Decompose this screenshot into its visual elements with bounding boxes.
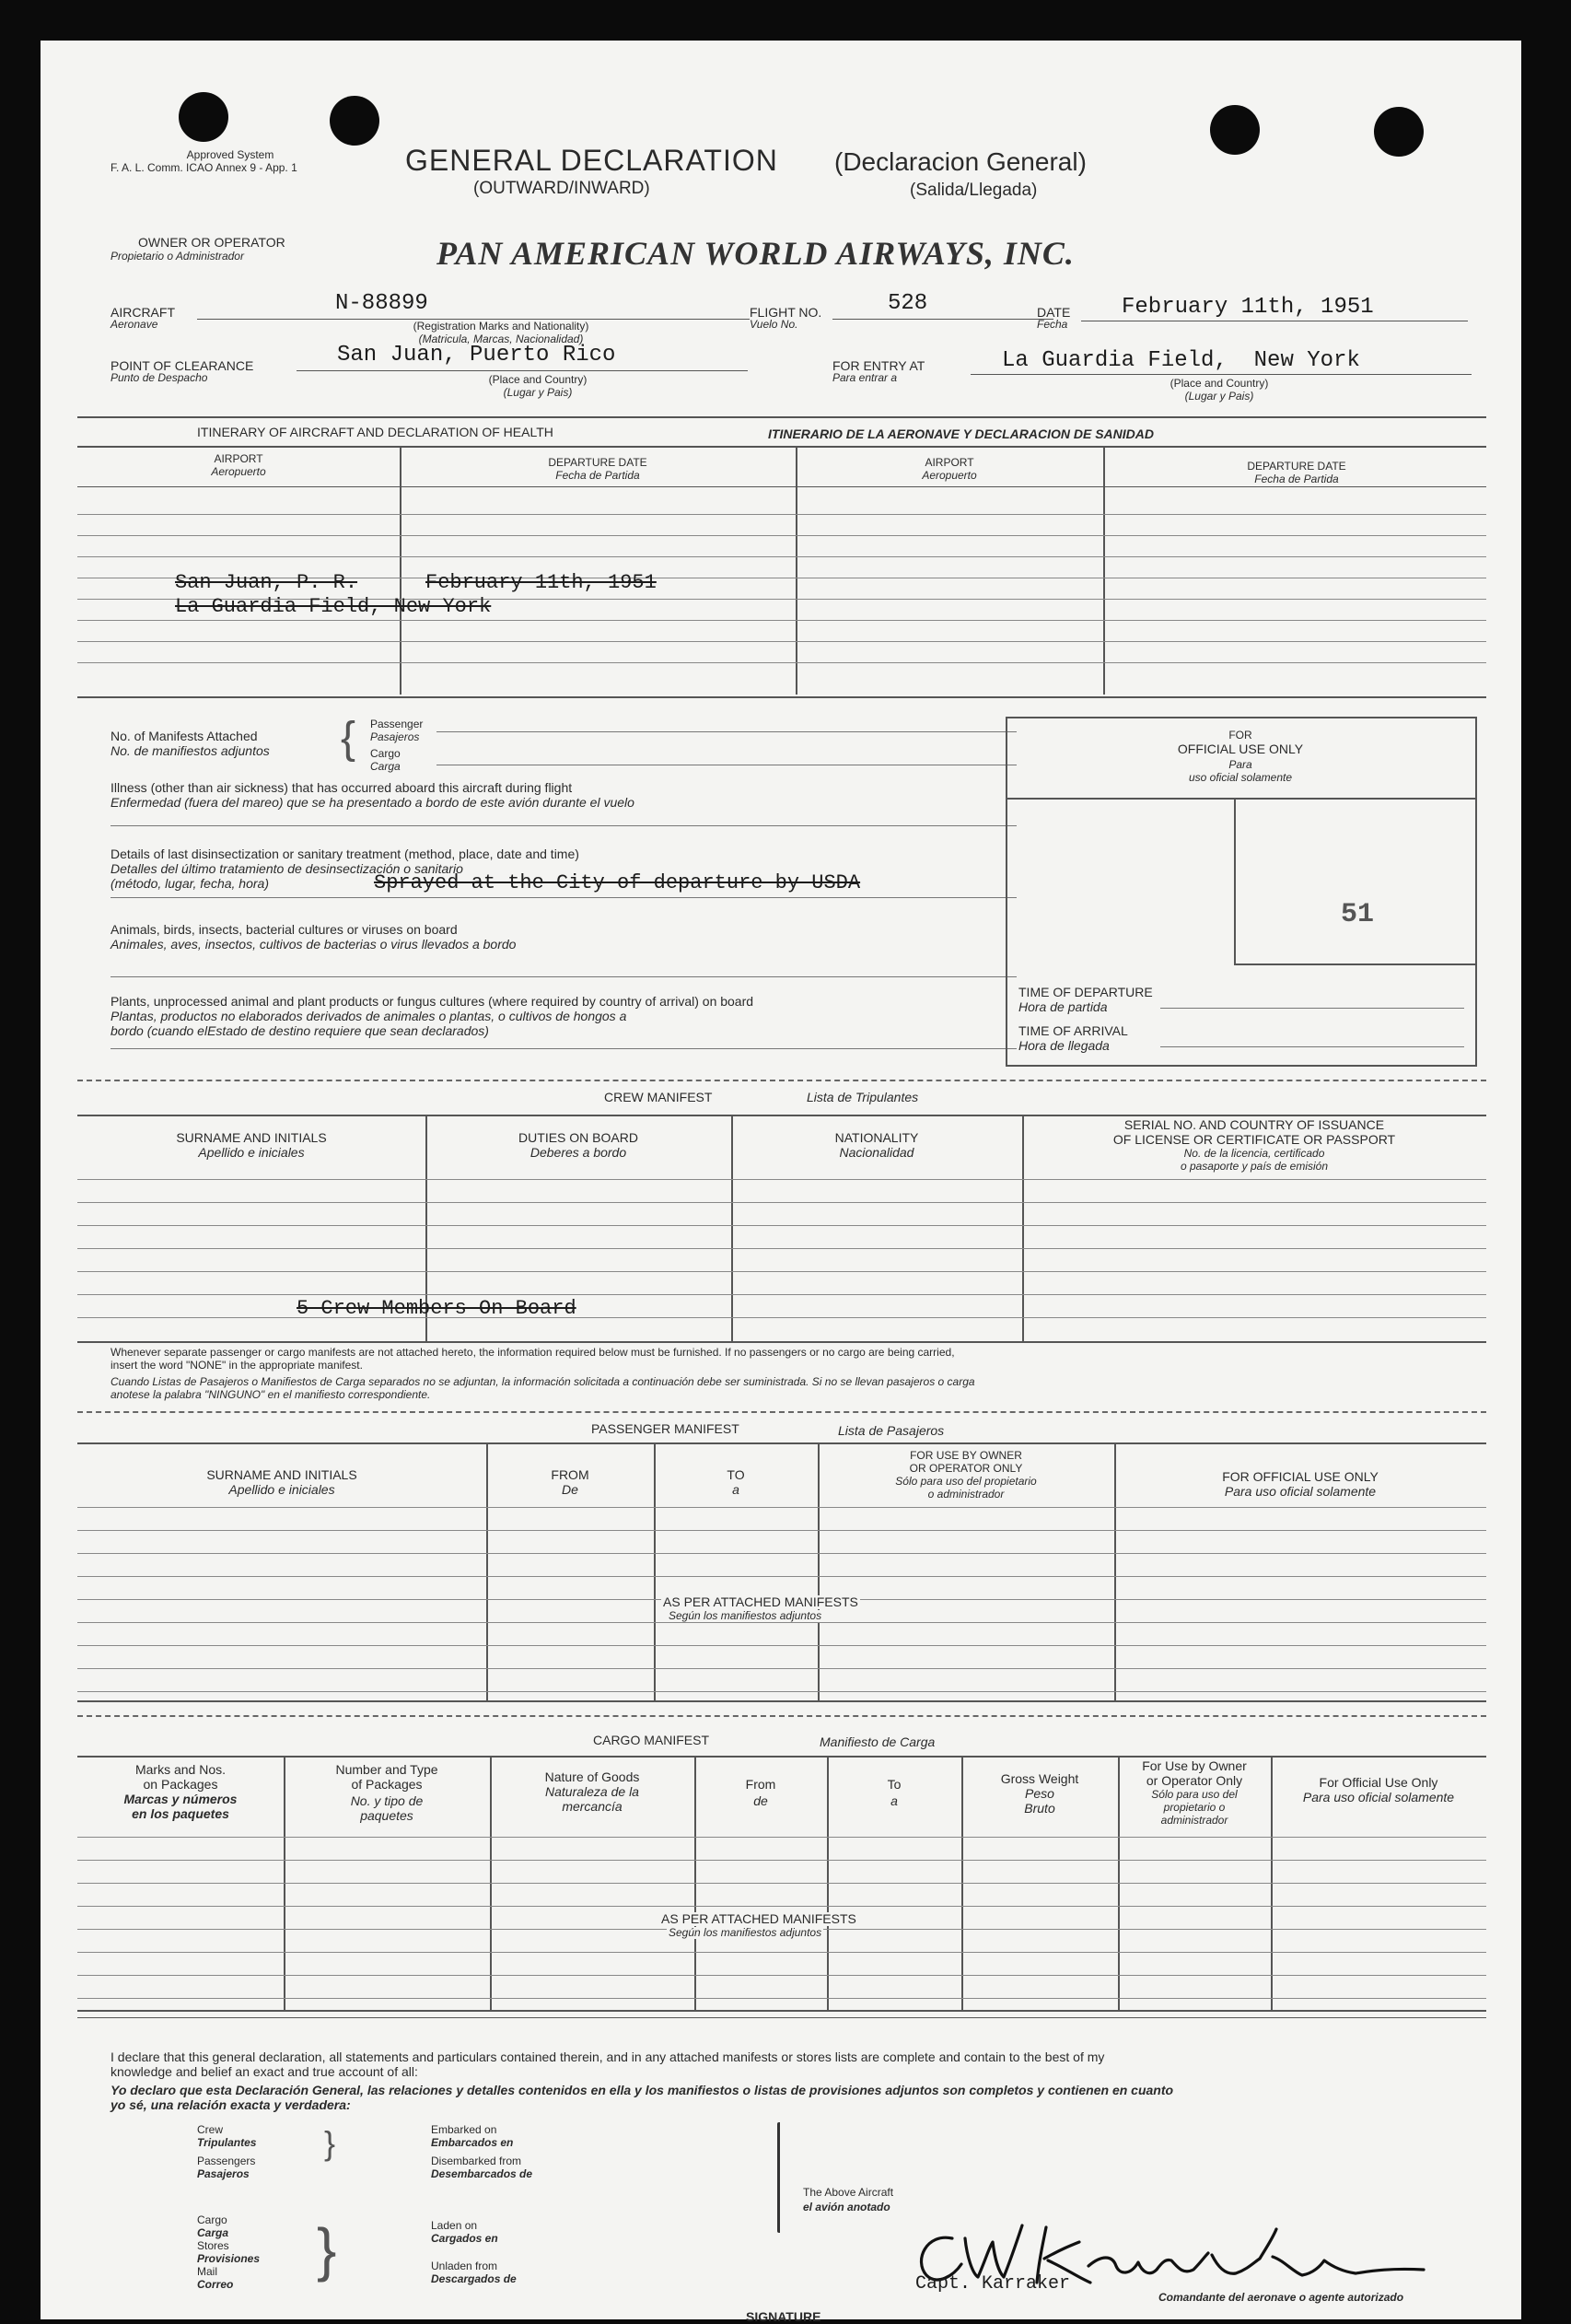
plants-label: Plants, unprocessed animal and plant products or fungus cultures (where required by country of arrival) on board xyxy=(111,994,754,1009)
cargo-col-marks-b: on Packages xyxy=(143,1777,218,1792)
declaration-text1: I declare that this general declaration, all statements and particulars contained therein, and in any attached manifests or stores lists are complete and contain to the best of my xyxy=(111,2050,1105,2064)
pax-per-manifests: AS PER ATTACHED MANIFESTS xyxy=(663,1594,858,1609)
arrival-time-label-es: Hora de llegada xyxy=(1018,1038,1110,1053)
official-stamp: 51 xyxy=(1341,899,1375,930)
form-title-es-sub: (Salida/Llegada) xyxy=(910,181,1038,200)
brace-icon: } xyxy=(324,2124,336,2162)
official-label-es2: uso oficial solamente xyxy=(1188,771,1293,784)
passenger-heading-es: Lista de Pasajeros xyxy=(838,1423,945,1438)
form-title: GENERAL DECLARATION xyxy=(405,144,778,177)
declaration-form xyxy=(41,41,1521,2324)
cargo-col-to-es: a xyxy=(890,1793,898,1808)
aircraft-sub1: (Registration Marks and Nationality) xyxy=(413,320,589,333)
punch-hole xyxy=(1374,107,1424,157)
owner-value: PAN AMERICAN WORLD AIRWAYS, INC. xyxy=(436,235,1075,272)
entry-label: FOR ENTRY AT xyxy=(832,358,925,373)
cargo-col-owner-b: or Operator Only xyxy=(1146,1773,1243,1788)
passenger-heading: PASSENGER MANIFEST xyxy=(591,1421,739,1436)
aircraft-value: N-88899 xyxy=(335,291,428,316)
crew-note1: Whenever separate passenger or cargo manifests are not attached hereto, the information required below must be furnished. If no passengers or no cargo are being carried, xyxy=(111,1346,955,1359)
disinsect-value: Sprayed at the City of departure by USDA xyxy=(374,871,861,894)
crew-note2: insert the word "NONE" in the appropriate manifest. xyxy=(111,1359,363,1372)
col-airport-2-es: Aeropuerto xyxy=(922,469,977,482)
disinsect-label: Details of last disinsectization or sanitary treatment (method, place, date and time) xyxy=(111,847,579,861)
official-label-es1: Para xyxy=(1228,758,1252,771)
date-label: DATE xyxy=(1037,305,1071,320)
cargo-col-weight: Gross Weight xyxy=(1000,1771,1079,1786)
decl-disembarked-es: Desembarcados de xyxy=(431,2167,533,2180)
itinerary-row1-date: February 11th, 1951 xyxy=(425,571,657,594)
cargo-col-marks-es2: en los paquetes xyxy=(132,1806,229,1821)
cargo-col-from-es: de xyxy=(753,1793,768,1808)
aircraft-label-es: Aeronave xyxy=(111,318,158,331)
arrival-time-label: TIME OF ARRIVAL xyxy=(1018,1023,1128,1038)
crew-note-es1: Cuando Listas de Pasajeros o Manifiestos de Carga separados no se adjuntan, la información solicitada a continuación debe ser suministrada. Si no se llevan pasajeros o carga xyxy=(111,1375,975,1388)
brace-icon: } xyxy=(317,2216,337,2283)
above-aircraft: The Above Aircraft xyxy=(803,2186,894,2199)
crew-note-es2: anotese la palabra "NINGUNO" en el manifiesto correspondiente. xyxy=(111,1388,431,1401)
crew-col-surname: SURNAME AND INITIALS xyxy=(176,1130,327,1145)
approved-ref: F. A. L. Comm. ICAO Annex 9 - App. 1 xyxy=(111,161,297,174)
aircraft-label: AIRCRAFT xyxy=(111,305,175,320)
declaration-text2: knowledge and belief an exact and true account of all: xyxy=(111,2064,418,2079)
commander-label: Comandante del aeronave o agente autorizado xyxy=(1158,2291,1404,2304)
pax-col-from-es: De xyxy=(562,1482,578,1497)
pax-col-surname-es: Apellido e iniciales xyxy=(228,1482,335,1497)
cargo-col-marks-a: Marks and Nos. xyxy=(134,1762,227,1777)
punch-hole xyxy=(1210,105,1260,155)
crew-col-surname-es: Apellido e iniciales xyxy=(198,1145,305,1160)
illness-label: Illness (other than air sickness) that has occurred aboard this aircraft during flight xyxy=(111,780,573,795)
decl-mail-es: Correo xyxy=(197,2278,234,2291)
decl-cargo: Cargo xyxy=(197,2213,227,2226)
cargo-heading: CARGO MANIFEST xyxy=(593,1733,710,1747)
pax-col-from: FROM xyxy=(551,1467,589,1482)
manifests-label: No. of Manifests Attached xyxy=(111,729,258,743)
cargo-col-marks-es1: Marcas y números xyxy=(123,1792,238,1806)
cargo-col-to: To xyxy=(887,1777,902,1792)
pax-col-owner-a: FOR USE BY OWNER xyxy=(910,1449,1022,1462)
decl-embarked: Embarked on xyxy=(431,2123,497,2136)
entry-value: La Guardia Field, New York xyxy=(1002,348,1360,373)
owner-label-es: Propietario o Administrador xyxy=(111,250,244,263)
cargo-col-owner-es3: administrador xyxy=(1160,1814,1228,1827)
cargo-per-manifests: AS PER ATTACHED MANIFESTS xyxy=(661,1911,856,1926)
departure-time-label-es: Hora de partida xyxy=(1018,999,1108,1014)
flight-value: 528 xyxy=(888,291,928,316)
cargo-label: Cargo xyxy=(370,747,401,760)
col-airport-1: AIRPORT xyxy=(214,452,263,465)
brace-icon: { xyxy=(341,714,356,763)
passenger-label-es: Pasajeros xyxy=(370,730,420,743)
cargo-col-number-b: of Packages xyxy=(351,1777,423,1792)
decl-unladen: Unladen from xyxy=(431,2260,498,2272)
crew-col-serial-es2: o pasaporte y país de emisión xyxy=(1180,1160,1329,1173)
signature-label: SIGNATURE xyxy=(746,2309,821,2324)
decl-crew: Crew xyxy=(197,2123,224,2136)
clearance-label: POINT OF CLEARANCE xyxy=(111,358,254,373)
pax-col-to: TO xyxy=(727,1467,745,1482)
crew-heading: CREW MANIFEST xyxy=(604,1090,713,1104)
official-label: OFFICIAL USE ONLY xyxy=(1177,742,1304,756)
decl-cargo-es: Carga xyxy=(197,2226,229,2239)
declaration-text-es1: Yo declaro que esta Declaración General, las relaciones y detalles contenidos en ella y los manifiestos o listas de provisiones adjuntos son completos y contienen en cuanto xyxy=(111,2083,1174,2097)
above-aircraft-es: el avión anotado xyxy=(803,2201,890,2213)
manifests-label-es: No. de manifiestos adjuntos xyxy=(111,743,270,758)
flight-label-es: Vuelo No. xyxy=(750,318,798,331)
decl-embarked-es: Embarcados en xyxy=(431,2136,514,2149)
official-for: FOR xyxy=(1228,729,1252,742)
decl-crew-es: Tripulantes xyxy=(197,2136,257,2149)
signer-name: Capt. Karraker xyxy=(915,2273,1071,2295)
cargo-col-owner-a: For Use by Owner xyxy=(1142,1758,1247,1773)
pax-col-surname: SURNAME AND INITIALS xyxy=(206,1467,357,1482)
passenger-label: Passenger xyxy=(370,718,424,730)
pax-col-to-es: a xyxy=(732,1482,739,1497)
cargo-col-number-es1: No. y tipo de xyxy=(350,1793,424,1808)
cargo-col-weight-es1: Peso xyxy=(1025,1786,1054,1801)
clearance-value: San Juan, Puerto Rico xyxy=(337,343,616,368)
cargo-col-nature-es1: Naturaleza de la xyxy=(545,1784,639,1799)
col-date-2-es: Fecha de Partida xyxy=(1254,473,1339,485)
cargo-col-nature-es2: mercancía xyxy=(562,1799,623,1814)
decl-passengers: Passengers xyxy=(197,2155,256,2167)
cargo-per-manifests-es: Según los manifiestos adjuntos xyxy=(669,1926,822,1939)
punch-hole xyxy=(330,96,379,146)
crew-col-serial-a: SERIAL NO. AND COUNTRY OF ISSUANCE xyxy=(1123,1117,1385,1132)
decl-unladen-es: Descargados de xyxy=(431,2272,517,2285)
clearance-label-es: Punto de Despacho xyxy=(111,371,208,384)
pax-col-owner-b: OR OPERATOR ONLY xyxy=(909,1462,1023,1475)
cargo-col-owner-es2: propietario o xyxy=(1163,1801,1226,1814)
form-title-sub: (OUTWARD/INWARD) xyxy=(473,179,650,198)
decl-stores: Stores xyxy=(197,2239,229,2252)
crew-col-serial-es1: No. de la licencia, certificado xyxy=(1183,1147,1325,1160)
aircraft-sub2: (Matricula, Marcas, Nacionalidad) xyxy=(418,333,584,345)
decl-laden-es: Cargados en xyxy=(431,2232,498,2245)
itinerary-row2-airport: La Guardia Field, New York xyxy=(175,595,492,618)
decl-stores-es: Provisiones xyxy=(197,2252,261,2265)
disinsect-label-es2: (método, lugar, fecha, hora) xyxy=(111,876,269,891)
pax-col-owner-es1: Sólo para uso del propietario xyxy=(895,1475,1037,1488)
cargo-label-es: Carga xyxy=(370,760,401,773)
cargo-col-nature: Nature of Goods xyxy=(544,1769,640,1784)
crew-col-nationality: NATIONALITY xyxy=(834,1130,919,1145)
decl-mail: Mail xyxy=(197,2265,218,2278)
entry-label-es: Para entrar a xyxy=(832,371,898,384)
col-date-2: DEPARTURE DATE xyxy=(1247,460,1346,473)
entry-sub1: (Place and Country) xyxy=(1170,377,1269,390)
departure-time-label: TIME OF DEPARTURE xyxy=(1018,985,1153,999)
itinerary-heading: ITINERARY OF AIRCRAFT AND DECLARATION OF HEALTH xyxy=(197,425,553,439)
cargo-col-owner-es1: Sólo para uso del xyxy=(1151,1788,1238,1801)
itinerary-heading-es: ITINERARIO DE LA AERONAVE Y DECLARACION DE SANIDAD xyxy=(768,426,1154,441)
clearance-sub1: (Place and Country) xyxy=(488,373,588,386)
cargo-col-official-es: Para uso oficial solamente xyxy=(1302,1790,1455,1804)
plants-label-es2: bordo (cuando elEstado de destino requiere que sean declarados) xyxy=(111,1023,489,1038)
date-value: February 11th, 1951 xyxy=(1122,295,1374,320)
animals-label-es: Animales, aves, insectos, cultivos de bacterias o virus llevados a bordo xyxy=(111,937,517,952)
date-label-es: Fecha xyxy=(1037,318,1068,331)
punch-hole xyxy=(179,92,228,142)
pax-col-official: FOR OFFICIAL USE ONLY xyxy=(1222,1469,1379,1484)
cargo-heading-es: Manifiesto de Carga xyxy=(820,1734,936,1749)
col-airport-1-es: Aeropuerto xyxy=(211,465,266,478)
pax-per-manifests-es: Según los manifiestos adjuntos xyxy=(669,1609,822,1622)
approved-system: Approved System xyxy=(186,148,274,161)
pax-col-owner-es2: o administrador xyxy=(927,1488,1005,1501)
clearance-sub2: (Lugar y Pais) xyxy=(503,386,573,399)
entry-sub2: (Lugar y Pais) xyxy=(1184,390,1254,403)
cargo-col-from: From xyxy=(745,1777,776,1792)
crew-heading-es: Lista de Tripulantes xyxy=(807,1090,919,1104)
pax-col-official-es: Para uso oficial solamente xyxy=(1224,1484,1377,1499)
decl-laden: Laden on xyxy=(431,2219,478,2232)
illness-label-es: Enfermedad (fuera del mareo) que se ha presentado a bordo de este avión durante el vuelo xyxy=(111,795,634,810)
cargo-col-official: For Official Use Only xyxy=(1319,1775,1438,1790)
col-airport-2: AIRPORT xyxy=(925,456,974,469)
flight-label: FLIGHT NO. xyxy=(750,305,822,320)
decl-passengers-es: Pasajeros xyxy=(197,2167,250,2180)
plants-label-es1: Plantas, productos no elaborados derivados de animales o plantas, o cultivos de hongos a xyxy=(111,1009,627,1023)
crew-col-nationality-es: Nacionalidad xyxy=(839,1145,914,1160)
col-date-1-es: Fecha de Partida xyxy=(555,469,640,482)
cargo-col-number-a: Number and Type xyxy=(335,1762,438,1777)
form-title-es: (Declaracion General) xyxy=(834,147,1087,176)
itinerary-row1-airport: San Juan, P. R. xyxy=(175,571,358,594)
col-date-1: DEPARTURE DATE xyxy=(548,456,647,469)
cargo-col-number-es2: paquetes xyxy=(360,1808,413,1823)
crew-entry: 5 Crew Members On Board xyxy=(297,1297,576,1320)
declaration-text-es2: yo sé, una relación exacta y verdadera: xyxy=(111,2097,351,2112)
crew-col-serial-b: OF LICENSE OR CERTIFICATE OR PASSPORT xyxy=(1112,1132,1396,1147)
crew-col-duties: DUTIES ON BOARD xyxy=(518,1130,638,1145)
bracket-mark xyxy=(777,2122,784,2233)
crew-col-duties-es: Deberes a bordo xyxy=(529,1145,627,1160)
owner-label: OWNER OR OPERATOR xyxy=(138,235,285,250)
cargo-col-weight-es2: Bruto xyxy=(1024,1801,1055,1816)
disinsect-label-es1: Detalles del último tratamiento de desinsectización o sanitario xyxy=(111,861,463,876)
decl-disembarked: Disembarked from xyxy=(431,2155,522,2167)
animals-label: Animals, birds, insects, bacterial cultures or viruses on board xyxy=(111,922,458,937)
